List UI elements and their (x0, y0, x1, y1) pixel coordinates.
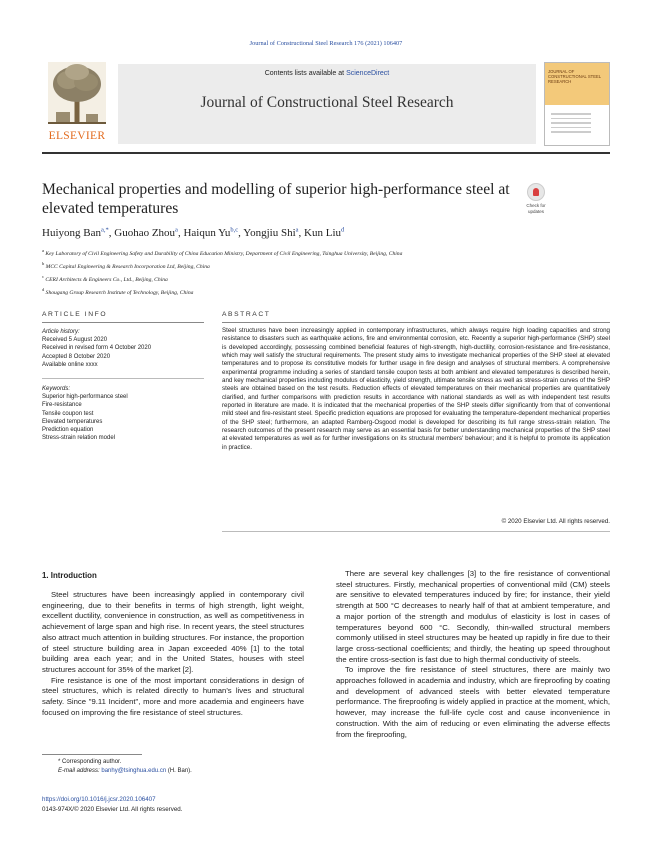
corresponding-author-note: * Corresponding author. (58, 759, 122, 765)
cover-decoration (551, 113, 591, 136)
affiliation (42, 272, 602, 285)
author-affil-marker[interactable]: d (341, 226, 345, 233)
author-name: Guohao Zhou (114, 226, 176, 239)
author-separator: , (177, 226, 184, 239)
affiliation-text: MCC Capital Engineering & Research Incorporation Ltd, Beijing, China (45, 263, 210, 270)
abstract-rule (222, 322, 610, 323)
author[interactable] (114, 227, 183, 239)
author-separator: , (298, 226, 305, 239)
author-name: Haiqun Yu (183, 226, 231, 239)
cover-title: JOURNAL OF CONSTRUCTIONAL STEEL RESEARCH (548, 69, 601, 84)
author[interactable] (42, 227, 114, 239)
affiliation-marker: b (42, 260, 45, 266)
affiliation (42, 259, 602, 272)
keywords (42, 385, 202, 442)
abstract-heading: ABSTRACT (222, 311, 271, 318)
email-link[interactable]: banhy@tsinghua.edu.cn (101, 767, 167, 774)
history-item: Received in revised form 4 October 2020 (42, 345, 152, 352)
history-label: Article history: (42, 329, 80, 335)
paragraph: Fire resistance is one of the most important considerations in design of steel structures, which is related directly to human's lives and structural safety. Since "9.11 Incident", more and more academia and engineers have focused on improving the fire resistance of steel structures. (42, 675, 304, 717)
elsevier-tree-icon (48, 62, 106, 124)
doi-link[interactable]: https://doi.org/10.1016/j.jcsr.2020.106407 (42, 796, 156, 803)
email-suffix: (H. Ban). (166, 767, 192, 774)
affiliation-text: Key Laboratory of Civil Engineering Safety and Durability of China Education Ministry, Department of Civil Engineering, Tsinghua University, Beijing, China (45, 250, 403, 257)
affiliation-marker: a (42, 248, 44, 253)
author[interactable] (304, 227, 344, 239)
paragraph: There are several key challenges [3] to the fire resistance of conventional steel structures. Firstly, mechanical properties of conventional mild (CM) steels are sensitive to elevated temperatures induced by fire; for instance, their yield strength at 500 °C decreases to nearly half of that at ambient temperature, and a major portion of the strength and modulus of elasticity is lost in cases of temperatures beyond 600 °C. Secondly, thin-walled structural members commonly utilised in steel structures may be heated up rapidly in fire due to their large cross-sectional coefficients; and thirdly, the heating up speed throughout the entire cross-section is fast due to high thermal conductivity of steels. (336, 569, 610, 664)
author[interactable] (243, 227, 304, 239)
keyword: Superior high-performance steel (42, 394, 128, 401)
affiliation-marker: d (42, 286, 45, 292)
body-column-right (336, 569, 610, 740)
keyword: Prediction equation (42, 427, 94, 434)
journal-citation[interactable]: Journal of Constructional Steel Research 176 (2021) 106407 (249, 40, 403, 47)
affiliations (42, 246, 602, 297)
sciencedirect-link[interactable]: ScienceDirect (346, 70, 390, 77)
paragraph: Steel structures have been increasingly applied in contemporary civil engineering, due to their benefits in terms of high strength, light weight, excellent ductility, convenience in construction, as well as competitiveness in achievement of large span and high rise. In recent years, the steel structures also attract much attention in building structures. For instance, the proportion of steel structure building area in Japan exceeded 40% [1] to the total building area each year; and in the United States, houses with steel structures account for 35% of the market [2]. (42, 590, 304, 674)
keyword: Tensile coupon test (42, 410, 94, 417)
author-name: Yongjiu Shi (243, 226, 296, 239)
paragraph: To improve the fire resistance of steel structures, there are mainly two approaches followed in academia and industry, which are fireproofing by coating and development of advanced steels with better elevated temperature performance. The fireproofing is widely applied in practice at the moment, which, however, may increase the full-life cycle cost and cause inconvenience in construction. With the aim of reducing or even eliminating the adverse effects from the fireproofing, (336, 665, 610, 739)
check-updates-label: Check for updates (526, 203, 546, 214)
email-label: E-mail address: (58, 767, 102, 774)
elsevier-logo[interactable] (42, 62, 112, 146)
author-separator: , (238, 226, 244, 239)
masthead (42, 60, 610, 149)
email-note (42, 767, 304, 776)
author-affil-marker[interactable]: a (175, 226, 178, 233)
author-name: Huiyong Ban (42, 226, 101, 239)
affiliation (42, 285, 602, 298)
check-for-updates-button[interactable] (518, 183, 554, 221)
abstract-text: Steel structures have been increasingly applied in contemporary infrastructures, which always require high loading capacities and strong resistance to disasters such as earthquake actions, fire and environmental corrosion, etc. Recently a superior high-performance (SHP) steel is developed accordingly, possessing combined beneficial features of high-strength, high-ductility, corrosion-resistance and fire-resistance, which may well satisfy the structural requirements. The present study aims to investigate mechanical properties of the SHP steel at elevated temperatures and to propose its constitutive models for further usage in fire design and analyses of structural members. A comprehensive experimental programme including a series of standard tensile coupon tests at both ambient and elevated temperatures is described herein, and key mechanical properties including modulus of elasticity, yield strength, ultimate tensile stress as well as stress-strain curves of the SHP steels are obtained based on the test results. Reduction effects of elevated temperatures on their mechanical properties are quantitatively clarified, and further comparisons with prediction results in accordance with national standards as well as with independent test results reported in literature are made. It is indicated that the mechanical properties of the SHP steels differ significantly from that of conventional mild steel and fire-resistant steel. Specific prediction equations are proposed for evaluating the temperature-dependent mechanical properties of the SHP steel; furthermore, an adapted Ramberg-Osgood model is developed for describing its full range stress-strain relation. The research outcomes of the present research may serve as an essential basis for better understanding mechanical properties of the SHP steel at elevated temperatures as well as for further investigations on its structural members' behaviour; and it is helpful to promote its application in practice. (222, 327, 610, 451)
abstract-bottom-rule (222, 531, 610, 532)
publisher-name: ELSEVIER (48, 130, 106, 142)
footnote (42, 758, 304, 775)
abstract-copyright: © 2020 Elsevier Ltd. All rights reserved. (501, 518, 610, 525)
history-item: Available online xxxx (42, 361, 98, 368)
affiliation (42, 246, 602, 259)
article-history (42, 328, 202, 369)
contents-availability (118, 70, 536, 77)
article-info-heading: ARTICLE INFO (42, 311, 108, 318)
author-affil-marker[interactable]: a (295, 226, 299, 233)
body-column-left (42, 590, 304, 718)
affiliation-marker: c (42, 273, 44, 279)
header-rule (42, 152, 610, 154)
issn-copyright: 0143-974X/© 2020 Elsevier Ltd. All rights reserved. (42, 806, 183, 813)
article-info-divider (42, 378, 204, 379)
author-affil-marker[interactable]: a,* (100, 226, 109, 233)
author-separator: , (108, 226, 115, 239)
journal-title[interactable]: Journal of Constructional Steel Research (200, 94, 454, 111)
check-updates-icon (527, 183, 545, 201)
keyword: Fire-resistance (42, 402, 82, 409)
footnote-rule (42, 754, 142, 755)
history-item: Received 5 August 2020 (42, 337, 108, 344)
article-info-rule (42, 322, 204, 323)
journal-cover[interactable] (544, 62, 610, 146)
author-name: Kun Liu (304, 226, 342, 239)
keyword: Elevated temperatures (42, 418, 103, 425)
affiliation-text: Shougang Group Research Institute of Technology, Beijing, China (45, 289, 194, 296)
journal-header-box (118, 64, 536, 144)
author[interactable] (183, 227, 243, 239)
article-title: Mechanical properties and modelling of superior high-performance steel at elevated temperatures (42, 181, 510, 217)
keyword: Stress-strain relation model (42, 435, 116, 442)
history-item: Accepted 8 October 2020 (42, 353, 111, 360)
author-affil-marker[interactable]: b,c (230, 226, 239, 233)
affiliation-text: CERI Architects & Engineers Co., Ltd., Beijing, China (45, 276, 168, 283)
keywords-label: Keywords: (42, 386, 71, 392)
section-heading: 1. Introduction (42, 571, 97, 580)
author-list (42, 226, 602, 239)
contents-prefix: Contents lists available at (264, 70, 347, 77)
